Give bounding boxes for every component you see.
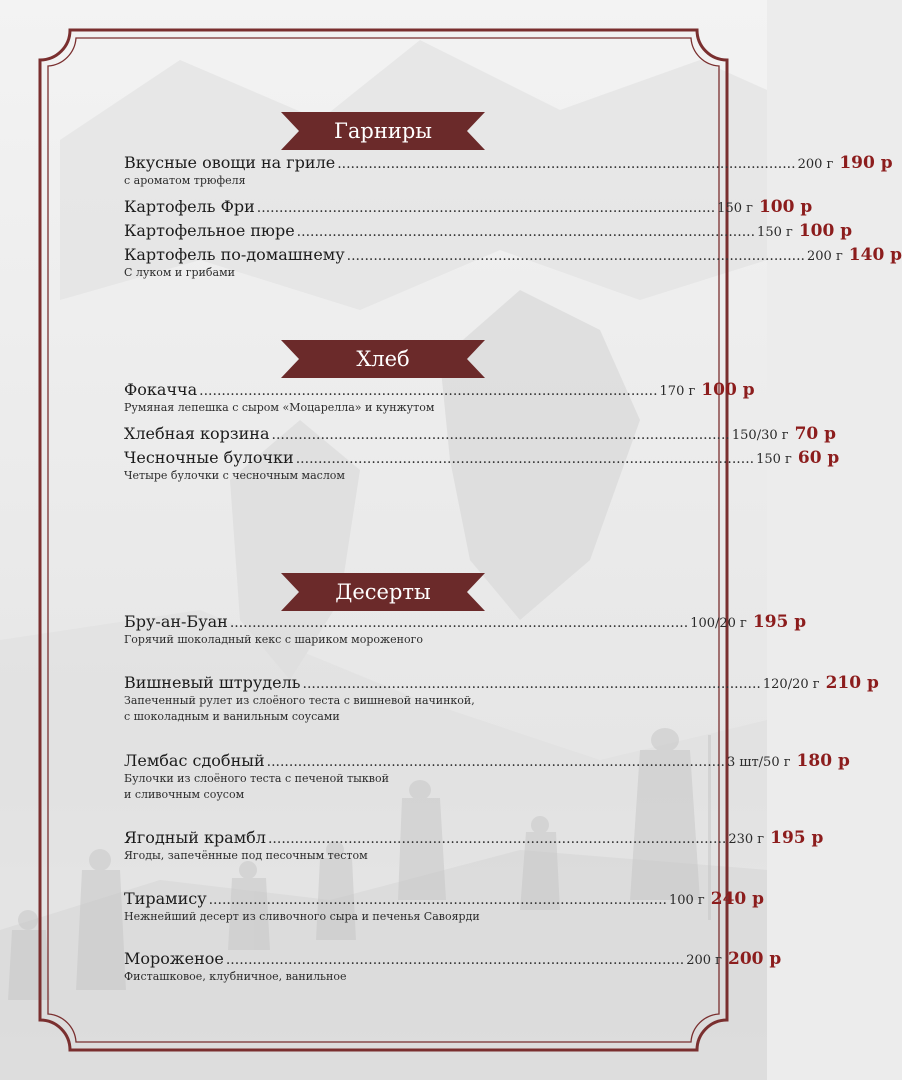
item-weight: 120/20 г [762, 677, 820, 692]
item-weight: 170 г [659, 384, 696, 399]
item-name: Ягодный крамбл [124, 828, 266, 847]
item-name: Лембас сдобный [124, 751, 265, 770]
item-description: Нежнейший десерт из сливочного сыра и печенья Савоярди [124, 910, 480, 923]
item-price: 210 р [825, 673, 879, 693]
item-name: Мороженое [124, 949, 224, 968]
menu-item [124, 153, 893, 189]
dot-leader: ....................................................................................................... [199, 383, 658, 399]
menu-item [124, 828, 824, 864]
item-weight: 200 г [807, 249, 843, 264]
section-title: Гарниры [333, 119, 433, 143]
item-description: с шоколадным и ванильным соусами [124, 710, 340, 723]
item-weight: 200 г [797, 157, 834, 172]
item-description: С луком и грибами [124, 266, 235, 279]
item-price: 60 р [797, 448, 840, 468]
section-heading-garnishes [281, 112, 485, 150]
dot-leader: ....................................................................................................... [346, 248, 806, 264]
item-name: Тирамису [124, 889, 207, 908]
item-name: Чесночные булочки [124, 448, 294, 467]
section-heading-bread [281, 340, 485, 378]
dot-leader: ....................................................................................................... [267, 831, 727, 847]
item-weight: 150 г [756, 452, 792, 467]
item-description: Запеченный рулет из слоёного теста с вишневой начинкой, [124, 694, 475, 707]
item-price: 100 р [798, 221, 853, 241]
item-weight: 100 г [668, 893, 705, 908]
item-description: Горячий шоколадный кекс с шариком мороженого [124, 633, 423, 646]
item-name: Картофельное пюре [124, 221, 295, 240]
item-price: 200 р [727, 949, 782, 969]
item-weight: 150/30 г [731, 428, 789, 443]
menu-item [124, 424, 837, 444]
section-heading-desserts [281, 573, 485, 611]
section-title: Десерты [335, 580, 431, 604]
item-weight: 100/20 г [690, 616, 747, 631]
item-name: Картофель по-домашнему [124, 245, 345, 264]
item-price: 195 р [770, 828, 824, 848]
dot-leader: ....................................................................................................... [208, 892, 667, 908]
item-price: 100 р [758, 197, 813, 217]
menu-item [124, 380, 755, 416]
menu-item [124, 245, 902, 281]
item-description: Фисташковое, клубничное, ванильное [124, 970, 347, 983]
dot-leader: ....................................................................................................... [229, 615, 689, 631]
item-weight: 200 г [686, 953, 722, 968]
item-weight: 230 г [728, 832, 765, 847]
dot-leader: ....................................................................................................... [271, 427, 730, 443]
section-title: Хлеб [356, 347, 410, 371]
item-description: Ягоды, запечённые под песочным тестом [124, 849, 368, 862]
dot-leader: ....................................................................................................... [337, 156, 796, 172]
menu-item [124, 612, 807, 648]
item-name: Вишневый штрудель [124, 673, 301, 692]
item-weight: 150 г [717, 201, 753, 216]
item-name: Вкусные овощи на гриле [124, 153, 336, 172]
menu-item [124, 751, 850, 803]
dot-leader: ....................................................................................................... [266, 754, 725, 770]
item-description: и сливочным соусом [124, 788, 245, 801]
item-price: 195 р [752, 612, 807, 632]
dot-leader: ....................................................................................................... [296, 224, 756, 240]
dot-leader: ....................................................................................................... [302, 676, 761, 692]
item-price: 240 р [710, 889, 765, 909]
item-description: Четыре булочки с чесночным маслом [124, 469, 345, 482]
item-price: 190 р [839, 153, 893, 173]
item-price: 180 р [796, 751, 850, 771]
item-price: 100 р [701, 380, 755, 400]
menu-item [124, 889, 765, 925]
menu-item [124, 673, 879, 725]
dot-leader: ....................................................................................................... [256, 200, 716, 216]
item-name: Бру-ан-Буан [124, 612, 228, 631]
item-description: Булочки из слоёного теста с печеной тыквой [124, 772, 389, 785]
item-price: 70 р [794, 424, 837, 444]
item-name: Хлебная корзина [124, 424, 270, 443]
item-weight: 3 шт/50 г [727, 755, 791, 770]
dot-leader: ....................................................................................................... [295, 451, 755, 467]
item-price: 140 р [848, 245, 902, 265]
menu-item [124, 221, 853, 241]
menu-item [124, 448, 840, 484]
menu-item [124, 197, 813, 217]
item-description: Румяная лепешка с сыром «Моцарелла» и кунжутом [124, 401, 435, 414]
item-name: Фокачча [124, 380, 198, 399]
item-weight: 150 г [757, 225, 793, 240]
dot-leader: ....................................................................................................... [225, 952, 685, 968]
item-name: Картофель Фри [124, 197, 255, 216]
item-description: с ароматом трюфеля [124, 174, 246, 187]
menu-item [124, 949, 782, 985]
